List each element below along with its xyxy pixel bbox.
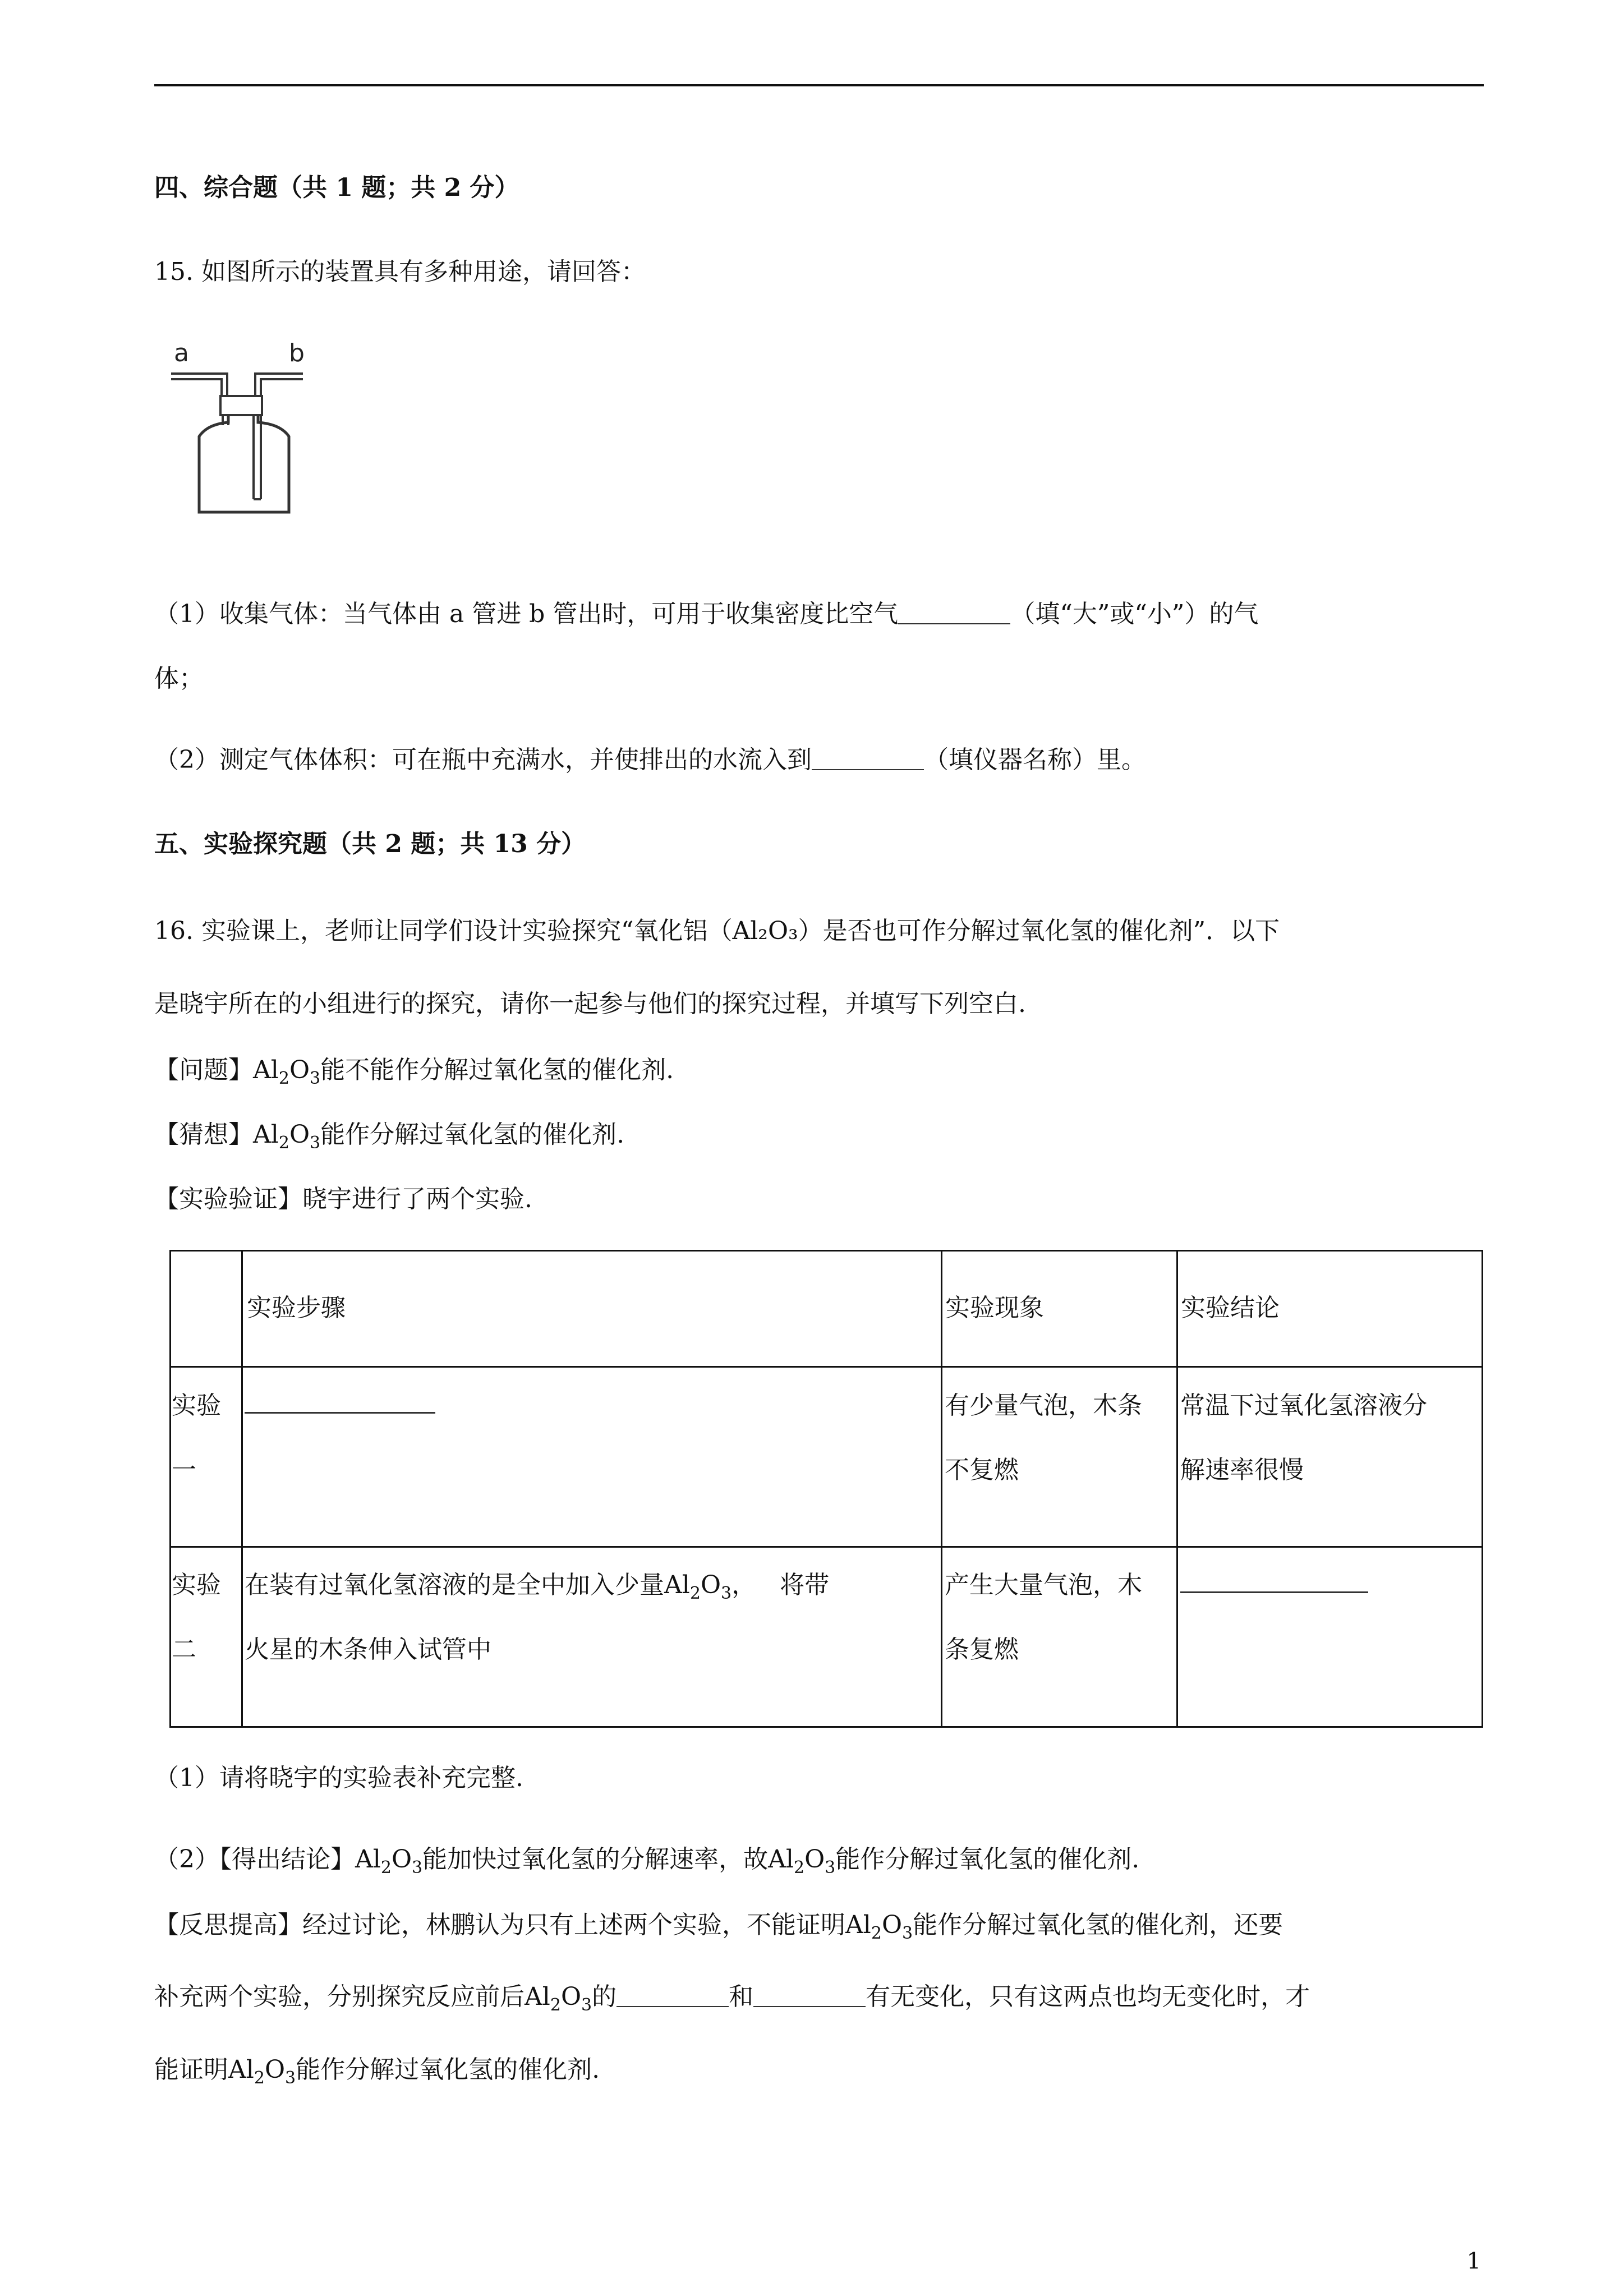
q16-sub2: （2）【得出结论】$Al_2O_3$能加快过氧化氢的分解速率，故$Al_2O_3$能作分解过氧化氢的催化剂. — [154, 1845, 1140, 1878]
answer-blank[interactable] — [753, 1984, 866, 2007]
q15-part1-cont: 体； — [154, 664, 204, 693]
header-rule — [154, 84, 1484, 86]
table-row1-label: 实验 一 — [172, 1391, 221, 1484]
section4-heading: 四、综合题（共 1 题；共 2 分） — [154, 173, 519, 202]
table-row1-phenomenon: 有少量气泡，木条 不复燃 — [945, 1391, 1142, 1484]
q16-sub1: （1）请将晓宇的实验表补充完整. — [154, 1764, 523, 1792]
tube-a-label: a — [174, 339, 189, 367]
page-number: 1 — [1466, 2248, 1481, 2274]
q16-problem: 【问题】$Al_2O_3$能不能作分解过氧化氢的催化剂. — [154, 1056, 674, 1088]
q16-verify: 【实验验证】晓宇进行了两个实验. — [154, 1185, 532, 1213]
table-row1-step — [245, 1373, 435, 1438]
q16-guess: 【猜想】$Al_2O_3$能作分解过氧化氢的催化剂. — [154, 1120, 625, 1153]
table-row2-conclusion — [1180, 1553, 1368, 1617]
experiment-table — [169, 1250, 1483, 1728]
answer-blank[interactable] — [245, 1387, 435, 1414]
q16-reflect-line3: 能证明$Al_2O_3$能作分解过氧化氢的催化剂. — [154, 2055, 600, 2088]
answer-blank[interactable] — [1180, 1567, 1368, 1593]
table-header-phenomenon: 实验现象 — [945, 1294, 1044, 1322]
table-row2-label: 实验 二 — [172, 1571, 221, 1664]
gas-bottle-apparatus-figure — [154, 335, 323, 521]
q15-part2: （2）测定气体体积：可在瓶中充满水，并使排出的水流入到 （填仪器名称）里。 — [154, 746, 1146, 774]
table-header-steps: 实验步骤 — [247, 1294, 346, 1322]
q16-reflect-line1: 【反思提高】经过讨论，林鹏认为只有上述两个实验，不能证明$Al_2O_3$能作分解过氧化氢的催化剂，还要 — [154, 1911, 1283, 1943]
answer-blank[interactable] — [617, 1984, 729, 2007]
q15-stem: 15. 如图所示的装置具有多种用途，请回答： — [154, 257, 646, 286]
q16-intro-line1: 16. 实验课上，老师让同学们设计实验探究“氧化铝（Al₂O₃）是否也可作分解过氧化氢的催化剂”．以下 — [154, 917, 1280, 945]
table-row2-step: 在装有过氧化氢溶液的是全中加入少量$Al_2O_3$， 将带 火星的木条伸入试管中 — [245, 1571, 830, 1664]
answer-blank[interactable] — [898, 601, 1010, 624]
section5-heading: 五、实验探究题（共 2 题；共 13 分） — [154, 830, 586, 858]
q15-part1: （1）收集气体：当气体由 a 管进 b 管出时，可用于收集密度比空气 （填“大”或“小”）的气 — [154, 600, 1259, 628]
table-row1-conclusion: 常温下过氧化氢溶液分 解速率很慢 — [1180, 1391, 1427, 1484]
table-row2-phenomenon: 产生大量气泡，木 条复燃 — [945, 1571, 1142, 1664]
answer-blank[interactable] — [812, 747, 924, 770]
tube-b-label: b — [289, 339, 305, 367]
table-header-conclusion: 实验结论 — [1181, 1294, 1280, 1322]
q16-intro-line2: 是晓宇所在的小组进行的探究，请你一起参与他们的探究过程，并填写下列空白. — [154, 990, 1026, 1018]
q16-reflect-line2: 补充两个实验，分别探究反应前后$Al_2O_3$的 和 有无变化，只有这两点也均无变化时，才 — [154, 1982, 1310, 2015]
